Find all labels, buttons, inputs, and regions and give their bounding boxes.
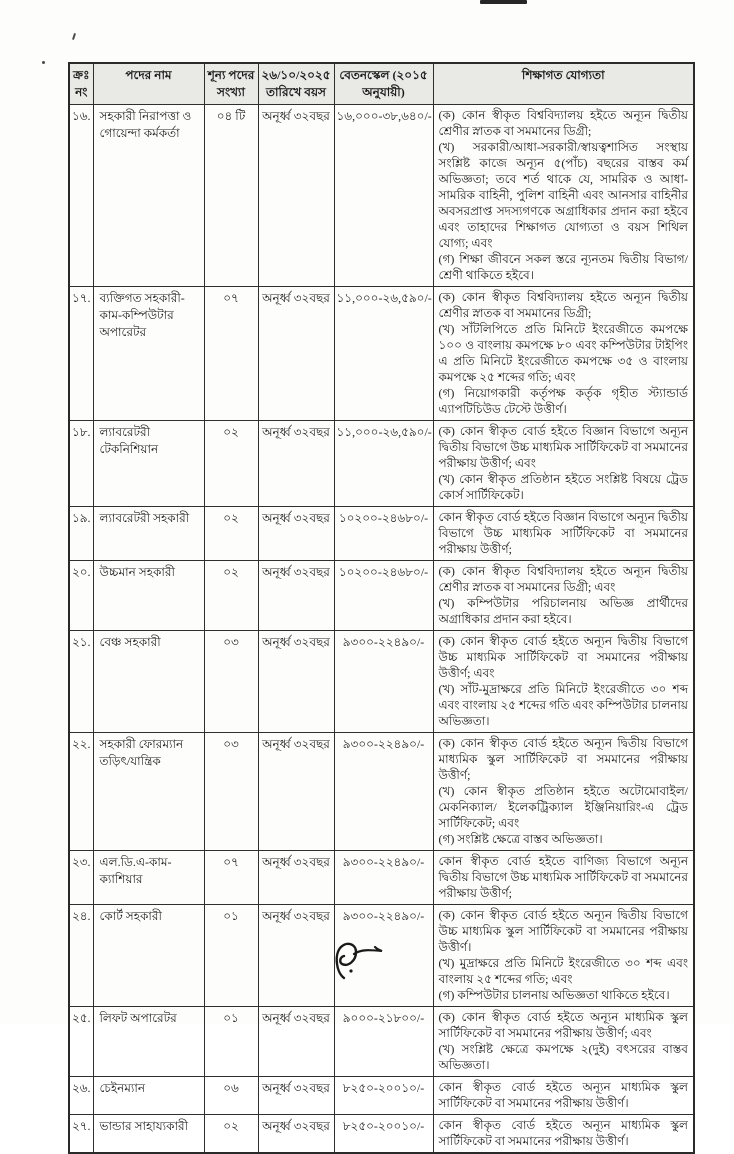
cell-age: অনূর্ধ্ব ৩২বছর bbox=[258, 631, 334, 733]
table-row bbox=[69, 507, 694, 561]
cell-vacancies: ০১ bbox=[204, 905, 258, 1007]
cell-vacancies: ০৭ bbox=[204, 287, 258, 421]
cell-age: অনূর্ধ্ব ৩২বছর bbox=[258, 851, 334, 905]
cell-qualification bbox=[433, 851, 694, 905]
cell-vacancies: ০২ bbox=[204, 421, 258, 507]
qualification-clause: কোন স্বীকৃত বোর্ড হইতে বাণিজ্য বিভাগে অন্যূন দ্বিতীয় বিভাগে উচ্চ মাধ্যমিক সার্টিফিকেট বা সমমানের পরীক্ষায় উত্তীর্ণ; bbox=[438, 854, 688, 900]
cell-salary: ১০২০০-২৪৬৮০/- bbox=[334, 507, 433, 561]
cell-serial: ১৮. bbox=[69, 421, 93, 507]
qualification-clause: (খ) সংশ্লিষ্ট ক্ষেত্রে কমপক্ষে ২(দুই) বৎসরের বাস্তব অভিজ্ঞতা। bbox=[438, 1042, 688, 1072]
qualification-clause: (গ) নিয়োগকারী কর্তৃপক্ষ কর্তৃক গৃহীত স্ট্যান্ডার্ড এ্যাপটিচিউড টেস্টে উত্তীর্ণ। bbox=[438, 386, 688, 416]
cell-post: বেঞ্চ সহকারী bbox=[93, 631, 204, 733]
column-header-vacancies: শূন্য পদের সংখ্যা bbox=[204, 63, 258, 105]
qualification-clause: (ক) কোন স্বীকৃত বোর্ড হইতে অন্যূন মাধ্যমিক স্কুল সার্টিফিকেট বা সমমানের পরীক্ষায় উত্তীর্ণ; এবং bbox=[438, 1010, 688, 1040]
column-header-salary-scale: বেতনস্কেল (২০১৫ অনুযায়ী) bbox=[334, 63, 433, 105]
cell-post: উচ্চমান সহকারী bbox=[93, 561, 204, 631]
scan-artifact-dot bbox=[42, 61, 45, 64]
cell-serial: ১৬. bbox=[69, 105, 93, 287]
qualification-clause: কোন স্বীকৃত বোর্ড হইতে অন্যূন মাধ্যমিক স্কুল সার্টিফিকেট বা সমমানের পরীক্ষায় উত্তীর্ণ। bbox=[438, 1118, 688, 1148]
cell-salary: ১৬,০০০-৩৮,৬৪০/- bbox=[334, 105, 433, 287]
cell-vacancies: ০২ bbox=[204, 507, 258, 561]
cell-qualification bbox=[433, 733, 694, 851]
cell-qualification bbox=[433, 105, 694, 287]
cell-age: অনূর্ধ্ব ৩২বছর bbox=[258, 561, 334, 631]
cell-vacancies: ০২ bbox=[204, 561, 258, 631]
cell-qualification bbox=[433, 1115, 694, 1154]
cell-serial: ২৭. bbox=[69, 1115, 93, 1154]
table-row bbox=[69, 1077, 694, 1115]
table-row bbox=[69, 851, 694, 905]
cell-qualification bbox=[433, 287, 694, 421]
cell-vacancies: ০৭ bbox=[204, 851, 258, 905]
cell-serial: ২৩. bbox=[69, 851, 93, 905]
cell-serial: ২১. bbox=[69, 631, 93, 733]
qualification-clause: (ক) কোন স্বীকৃত বোর্ড হইতে অন্যূন দ্বিতীয় বিভাগে উচ্চ মাধ্যমিক সার্টিফিকেট বা সমমানের পরীক্ষায় উত্তীর্ণ; এবং bbox=[438, 634, 688, 680]
qualification-clause: (খ) কোন স্বীকৃত প্রতিষ্ঠান হইতে সংশ্লিষ্ট বিষয়ে ট্রেড কোর্স সার্টিফিকেট। bbox=[438, 472, 688, 502]
qualification-clause: (খ) সরকারী/আধা-সরকারী/স্বায়ত্বশাসিত সংস্থায় সংশ্লিষ্ট কাজে অন্যূন ৫(পাঁচ) বছরের বাস্তব কর্ম অভিজ্ঞতা; তবে শর্ত থাকে যে, সামরিক ও আধা-সামরিক বাহিনী, পুলিশ বাহিনী এবং আনসার বাহিনীর অবসরপ্রাপ্ত সদস্যগণকে অগ্রাধিকার প্রদান করা হইবে এবং তাহাদের শিক্ষাগত যোগ্যতা ও বয়স শিথিল যোগ্য; এবং bbox=[438, 140, 688, 250]
cell-post: চেইনম্যান bbox=[93, 1077, 204, 1115]
cell-serial: ১৯. bbox=[69, 507, 93, 561]
cell-qualification bbox=[433, 631, 694, 733]
qualification-clause: কোন স্বীকৃত বোর্ড হইতে অন্যূন মাধ্যমিক স্কুল সার্টিফিকেট বা সমমানের পরীক্ষায় উত্তীর্ণ। bbox=[438, 1080, 688, 1110]
cell-salary: ১১,০০০-২৬,৫৯০/- bbox=[334, 287, 433, 421]
qualification-clause: (গ) শিক্ষা জীবনে সকল স্তরে ন্যূনতম দ্বিতীয় বিভাগ/শ্রেণী থাকিতে হইবে। bbox=[438, 252, 688, 282]
scan-artifact-top-bar bbox=[480, 0, 527, 4]
cell-post: সহকারী ফোরম্যান তড়িৎ/যান্ত্রিক bbox=[93, 733, 204, 851]
cell-qualification bbox=[433, 421, 694, 507]
cell-salary: ৯০০০-২১৮০০/- bbox=[334, 1007, 433, 1077]
table-body bbox=[69, 105, 694, 1154]
column-header-age: ২৬/১০/২০২৫ তারিখে বয়স bbox=[258, 63, 334, 105]
table-row bbox=[69, 105, 694, 287]
cell-age: অনূর্ধ্ব ৩২বছর bbox=[258, 1077, 334, 1115]
cell-vacancies: ০৪ টি bbox=[204, 105, 258, 287]
job-posts-table bbox=[68, 62, 695, 1154]
qualification-clause: (খ) সাঁট-মুদ্রাক্ষরে প্রতি মিনিটে ইংরেজীতে ৩০ শব্দ এবং বাংলায় ২৫ শব্দের গতি এবং কম্পিউটার চালনায় অভিজ্ঞতা। bbox=[438, 682, 688, 728]
cell-post: ভান্ডার সাহায্যকারী bbox=[93, 1115, 204, 1154]
qualification-clause: (ক) কোন স্বীকৃত বিশ্ববিদ্যালয় হইতে অন্যূন দ্বিতীয় শ্রেণীর স্নাতক বা সমমানের ডিগ্রী; এবং bbox=[438, 564, 688, 594]
qualification-clause: (খ) কম্পিউটার পরিচালনায় অভিজ্ঞ প্রার্থীদের অগ্রাধিকার প্রদান করা হইবে। bbox=[438, 596, 688, 626]
table-row bbox=[69, 421, 694, 507]
signature-mark bbox=[328, 938, 398, 990]
cell-qualification bbox=[433, 561, 694, 631]
cell-salary: ৯৩০০-২২৪৯০/- bbox=[334, 851, 433, 905]
cell-serial: ২০. bbox=[69, 561, 93, 631]
cell-vacancies: ০১ bbox=[204, 1007, 258, 1077]
cell-post: সহকারী নিরাপত্তা ও গোয়েন্দা কর্মকর্তা bbox=[93, 105, 204, 287]
table-row bbox=[69, 1007, 694, 1077]
cell-age: অনূর্ধ্ব ৩২বছর bbox=[258, 905, 334, 1007]
cell-qualification bbox=[433, 1077, 694, 1115]
cell-age: অনূর্ধ্ব ৩২বছর bbox=[258, 733, 334, 851]
qualification-clause: (ক) কোন স্বীকৃত বিশ্ববিদ্যালয় হইতে অন্যূন দ্বিতীয় শ্রেণীর স্নাতক বা সমমানের ডিগ্রী; bbox=[438, 290, 688, 320]
cell-salary: ১০২০০-২৪৬৮০/- bbox=[334, 561, 433, 631]
cell-qualification bbox=[433, 905, 694, 1007]
qualification-clause: (গ) কম্পিউটার চালনায় অভিজ্ঞতা থাকিতে হইবে। bbox=[438, 988, 670, 1002]
qualification-clause: (ক) কোন স্বীকৃত বোর্ড হইতে বিজ্ঞান বিভাগে অন্যূন দ্বিতীয় বিভাগে উচ্চ মাধ্যমিক সার্টিফিকেট বা সমমানের পরীক্ষায় উত্তীর্ণ; এবং bbox=[438, 424, 688, 470]
qualification-clause: (খ) কোন স্বীকৃত প্রতিষ্ঠান হইতে অটোমোবাইল/ মেকনিক্যাল/ ইলেকট্রিক্যাল ইঞ্জিনিয়ারিং-এ ট্রেড সার্টিফিকেট; এবং bbox=[438, 784, 688, 830]
cell-vacancies: ০২ bbox=[204, 1115, 258, 1154]
cell-serial: ২৪. bbox=[69, 905, 93, 1007]
cell-qualification bbox=[433, 507, 694, 561]
column-header-post-name: পদের নাম bbox=[93, 63, 204, 105]
table-row bbox=[69, 561, 694, 631]
cell-salary: ৯৩০০-২২৪৯০/- bbox=[334, 631, 433, 733]
table-row bbox=[69, 733, 694, 851]
cell-post: ব্যক্তিগত সহকারী-কাম-কম্পিউটার অপারেটর bbox=[93, 287, 204, 421]
cell-salary: ৮২৫০-২০০১০/- bbox=[334, 1077, 433, 1115]
cell-vacancies: ০৩ bbox=[204, 733, 258, 851]
cell-salary: ৯৩০০-২২৪৯০/- bbox=[334, 905, 433, 1007]
cell-salary: ১১,০০০-২৬,৫৯০/- bbox=[334, 421, 433, 507]
qualification-clause: (খ) মুদ্রাক্ষরে প্রতি মিনিটে ইংরেজীতে ৩০ শব্দ এবং বাংলায় ২৫ শব্দের গতি; এবং bbox=[438, 956, 688, 986]
cell-vacancies: ০৬ bbox=[204, 1077, 258, 1115]
cell-post: কোর্ট সহকারী bbox=[93, 905, 204, 1007]
cell-age: অনূর্ধ্ব ৩২বছর bbox=[258, 421, 334, 507]
cell-age: অনূর্ধ্ব ৩২বছর bbox=[258, 1007, 334, 1077]
cell-age: অনূর্ধ্ব ৩২বছর bbox=[258, 507, 334, 561]
header-row bbox=[69, 63, 694, 105]
table-row bbox=[69, 631, 694, 733]
qualification-clause: (খ) সাঁটলিপিতে প্রতি মিনিটে ইংরেজীতে কমপক্ষে ১০০ ও বাংলায় কমপক্ষে ৮০ এবং কম্পিউটার টাইপিং এ প্রতি মিনিটে ইংরেজীতে কমপক্ষে ৩৫ ও বাংলায় কমপক্ষে ২৫ শব্দের গতি; এবং bbox=[438, 322, 688, 384]
qualification-clause: (ক) কোন স্বীকৃত বিশ্ববিদ্যালয় হইতে অন্যূন দ্বিতীয় শ্রেণীর স্নাতক বা সমমানের ডিগ্রী; bbox=[438, 108, 688, 138]
qualification-clause: (ক) কোন স্বীকৃত বোর্ড হইতে অন্যূন দ্বিতীয় বিভাগে উচ্চ মাধ্যমিক স্কুল সার্টিফিকেট বা সমমানের পরীক্ষায় উত্তীর্ণ। bbox=[438, 908, 688, 954]
cell-age: অনূর্ধ্ব ৩২বছর bbox=[258, 287, 334, 421]
scan-artifact-tick bbox=[72, 33, 76, 40]
cell-post: ল্যাবরেটরী সহকারী bbox=[93, 507, 204, 561]
cell-serial: ২৬. bbox=[69, 1077, 93, 1115]
table-row bbox=[69, 287, 694, 421]
cell-salary: ৮২৫০-২০০১০/- bbox=[334, 1115, 433, 1154]
cell-serial: ২২. bbox=[69, 733, 93, 851]
qualification-clause: কোন স্বীকৃত বোর্ড হইতে বিজ্ঞান বিভাগে অন্যূন দ্বিতীয় বিভাগে উচ্চ মাধ্যমিক সার্টিফিকেট বা সমমানের পরীক্ষায় উত্তীর্ণ; bbox=[438, 510, 688, 556]
cell-serial: ১৭. bbox=[69, 287, 93, 421]
cell-post: ল্যাবরেটরী টেকনিশিয়ান bbox=[93, 421, 204, 507]
qualification-clause: (ক) কোন স্বীকৃত বোর্ড হইতে অন্যূন দ্বিতীয় বিভাগে মাধ্যমিক স্কুল সার্টিফিকেট বা সমমানের পরীক্ষায় উত্তীর্ণ; bbox=[438, 736, 688, 782]
qualification-clause: (গ) সংশ্লিষ্ট ক্ষেত্রে বাস্তব অভিজ্ঞতা। bbox=[438, 832, 603, 846]
cell-age: অনূর্ধ্ব ৩২বছর bbox=[258, 105, 334, 287]
cell-vacancies: ০৩ bbox=[204, 631, 258, 733]
table-row bbox=[69, 1115, 694, 1154]
cell-serial: ২৫. bbox=[69, 1007, 93, 1077]
column-header-qualification: শিক্ষাগত যোগ্যতা bbox=[433, 63, 694, 105]
cell-post: লিফট অপারেটর bbox=[93, 1007, 204, 1077]
cell-age: অনূর্ধ্ব ৩২বছর bbox=[258, 1115, 334, 1154]
cell-post: এল.ডি.এ-কাম-ক্যাশিয়ার bbox=[93, 851, 204, 905]
cell-qualification bbox=[433, 1007, 694, 1077]
cell-salary: ৯৩০০-২২৪৯০/- bbox=[334, 733, 433, 851]
column-header-serial: ক্রঃ নং bbox=[69, 63, 93, 105]
